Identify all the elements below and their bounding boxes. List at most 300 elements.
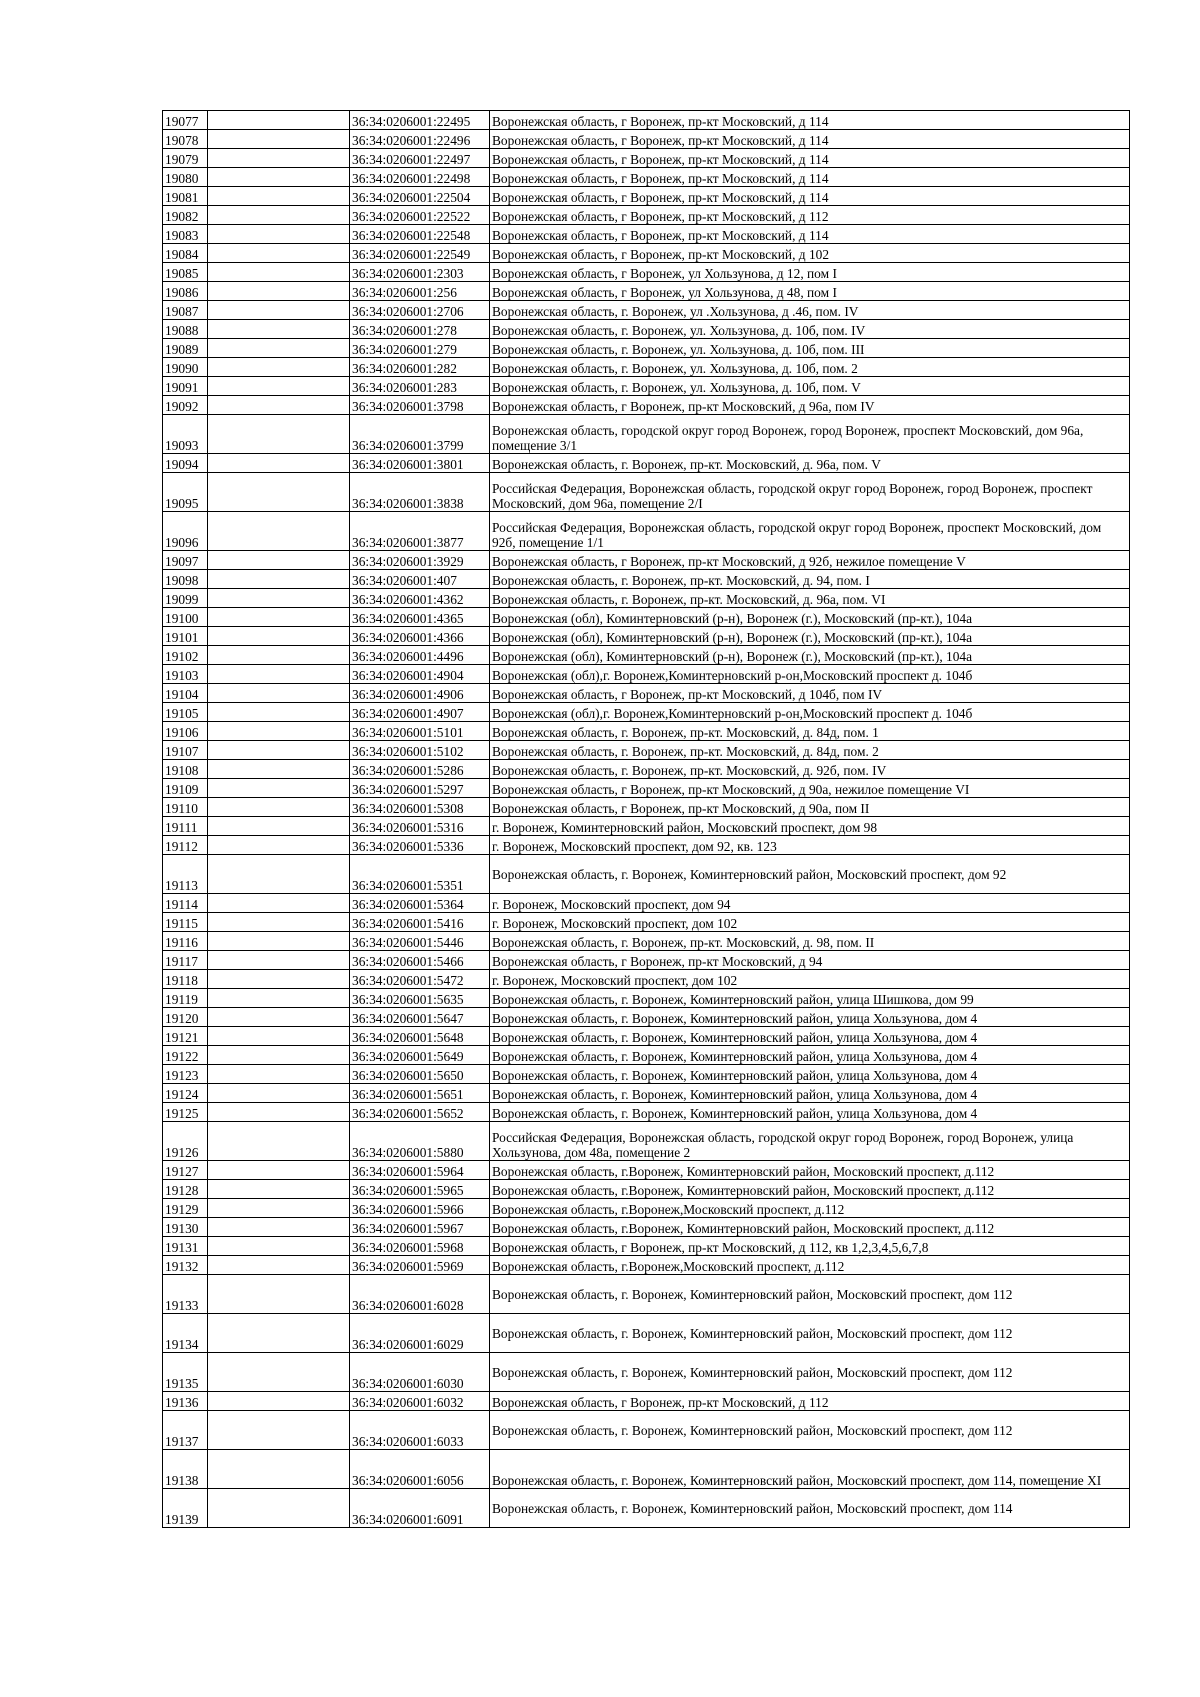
cadastral-number-cell: 36:34:0206001:6056	[350, 1450, 490, 1489]
table-row	[163, 301, 1130, 320]
cadastral-number-cell: 36:34:0206001:5351	[350, 855, 490, 894]
cadastral-number-cell: 36:34:0206001:279	[350, 339, 490, 358]
address-cell: Воронежская область, г Воронеж, пр-кт Московский, д 104б, пом IV	[490, 684, 1130, 703]
table-row	[163, 703, 1130, 722]
row-number-cell: 19093	[163, 415, 208, 454]
address-cell: Воронежская область, г.Воронеж,Московский проспект, д.112	[490, 1256, 1130, 1275]
address-cell: Воронежская область, г Воронеж, ул Хользунова, д 12, пом I	[490, 263, 1130, 282]
cadastral-number-cell: 36:34:0206001:5102	[350, 741, 490, 760]
address-cell: Воронежская (обл),г. Воронеж,Коминтерновский р-он,Московский проспект д. 104б	[490, 703, 1130, 722]
row-number-cell: 19102	[163, 646, 208, 665]
table-row	[163, 608, 1130, 627]
empty-cell	[208, 589, 350, 608]
empty-cell	[208, 415, 350, 454]
empty-cell	[208, 913, 350, 932]
empty-cell	[208, 894, 350, 913]
address-cell: г. Воронеж, Коминтерновский район, Московский проспект, дом 98	[490, 817, 1130, 836]
empty-cell	[208, 665, 350, 684]
table-row	[163, 1489, 1130, 1528]
table-row	[163, 627, 1130, 646]
table-row	[163, 1237, 1130, 1256]
cadastral-number-cell: 36:34:0206001:2303	[350, 263, 490, 282]
address-cell: Воронежская область, г Воронеж, ул Хользунова, д 48, пом I	[490, 282, 1130, 301]
table-row	[163, 1353, 1130, 1392]
empty-cell	[208, 741, 350, 760]
cadastral-number-cell: 36:34:0206001:22498	[350, 168, 490, 187]
cadastral-register-table	[162, 110, 1130, 1528]
table-body	[163, 111, 1130, 1528]
table-row	[163, 1161, 1130, 1180]
row-number-cell: 19094	[163, 454, 208, 473]
cadastral-number-cell: 36:34:0206001:5649	[350, 1046, 490, 1065]
table-row	[163, 760, 1130, 779]
row-number-cell: 19106	[163, 722, 208, 741]
row-number-cell: 19123	[163, 1065, 208, 1084]
address-cell: Воронежская область, г. Воронеж, Коминтерновский район, Московский проспект, дом 112	[490, 1353, 1130, 1392]
empty-cell	[208, 282, 350, 301]
table-row	[163, 855, 1130, 894]
cadastral-number-cell: 36:34:0206001:5965	[350, 1180, 490, 1199]
row-number-cell: 19120	[163, 1008, 208, 1027]
table-row	[163, 741, 1130, 760]
row-number-cell: 19112	[163, 836, 208, 855]
empty-cell	[208, 570, 350, 589]
row-number-cell: 19097	[163, 551, 208, 570]
address-cell: Российская Федерация, Воронежская область, городской округ город Воронеж, проспект Московский, дом 92б, помещение 1/1	[490, 512, 1130, 551]
row-number-cell: 19084	[163, 244, 208, 263]
row-number-cell: 19133	[163, 1275, 208, 1314]
cadastral-number-cell: 36:34:0206001:5651	[350, 1084, 490, 1103]
cadastral-number-cell: 36:34:0206001:22497	[350, 149, 490, 168]
empty-cell	[208, 1275, 350, 1314]
table-row	[163, 894, 1130, 913]
row-number-cell: 19128	[163, 1180, 208, 1199]
table-row	[163, 396, 1130, 415]
address-cell: Воронежская область, г Воронеж, пр-кт Московский, д 94	[490, 951, 1130, 970]
address-cell: Воронежская (обл),г. Воронеж,Коминтерновский р-он,Московский проспект д. 104б	[490, 665, 1130, 684]
table-row	[163, 989, 1130, 1008]
empty-cell	[208, 512, 350, 551]
cadastral-number-cell: 36:34:0206001:5648	[350, 1027, 490, 1046]
row-number-cell: 19113	[163, 855, 208, 894]
table-row	[163, 1008, 1130, 1027]
table-row	[163, 1275, 1130, 1314]
table-row	[163, 1411, 1130, 1450]
row-number-cell: 19096	[163, 512, 208, 551]
table-row	[163, 1046, 1130, 1065]
row-number-cell: 19101	[163, 627, 208, 646]
table-row	[163, 1314, 1130, 1353]
cadastral-number-cell: 36:34:0206001:5297	[350, 779, 490, 798]
empty-cell	[208, 1180, 350, 1199]
row-number-cell: 19107	[163, 741, 208, 760]
row-number-cell: 19083	[163, 225, 208, 244]
cadastral-number-cell: 36:34:0206001:5286	[350, 760, 490, 779]
empty-cell	[208, 627, 350, 646]
row-number-cell: 19138	[163, 1450, 208, 1489]
empty-cell	[208, 855, 350, 894]
empty-cell	[208, 608, 350, 627]
table-row	[163, 473, 1130, 512]
address-cell: г. Воронеж, Московский проспект, дом 102	[490, 913, 1130, 932]
address-cell: г. Воронеж, Московский проспект, дом 102	[490, 970, 1130, 989]
table-row	[163, 913, 1130, 932]
table-row	[163, 722, 1130, 741]
cadastral-number-cell: 36:34:0206001:282	[350, 358, 490, 377]
address-cell: Воронежская область, г. Воронеж, ул. Хользунова, д. 10б, пом. IV	[490, 320, 1130, 339]
table-row	[163, 1065, 1130, 1084]
cadastral-number-cell: 36:34:0206001:6032	[350, 1392, 490, 1411]
address-cell: Воронежская область, г. Воронеж, пр-кт. Московский, д. 98, пом. II	[490, 932, 1130, 951]
empty-cell	[208, 1122, 350, 1161]
address-cell: Воронежская область, г Воронеж, пр-кт Московский, д 114	[490, 187, 1130, 206]
cadastral-number-cell: 36:34:0206001:4362	[350, 589, 490, 608]
row-number-cell: 19079	[163, 149, 208, 168]
table-row	[163, 684, 1130, 703]
empty-cell	[208, 646, 350, 665]
empty-cell	[208, 301, 350, 320]
row-number-cell: 19132	[163, 1256, 208, 1275]
address-cell: Воронежская область, г. Воронеж, Коминтерновский район, Московский проспект, дом 112	[490, 1275, 1130, 1314]
row-number-cell: 19122	[163, 1046, 208, 1065]
cadastral-number-cell: 36:34:0206001:5969	[350, 1256, 490, 1275]
address-cell: Воронежская область, г Воронеж, пр-кт Московский, д 114	[490, 225, 1130, 244]
row-number-cell: 19087	[163, 301, 208, 320]
row-number-cell: 19104	[163, 684, 208, 703]
cadastral-number-cell: 36:34:0206001:22496	[350, 130, 490, 149]
table-row	[163, 415, 1130, 454]
row-number-cell: 19085	[163, 263, 208, 282]
table-row	[163, 779, 1130, 798]
address-cell: Воронежская область, г Воронеж, пр-кт Московский, д 112	[490, 206, 1130, 225]
cadastral-number-cell: 36:34:0206001:5964	[350, 1161, 490, 1180]
table-row	[163, 817, 1130, 836]
empty-cell	[208, 1027, 350, 1046]
cadastral-number-cell: 36:34:0206001:22504	[350, 187, 490, 206]
empty-cell	[208, 358, 350, 377]
address-cell: г. Воронеж, Московский проспект, дом 92, кв. 123	[490, 836, 1130, 855]
table-row	[163, 149, 1130, 168]
address-cell: Воронежская область, г.Воронеж, Коминтерновский район, Московский проспект, д.112	[490, 1180, 1130, 1199]
address-cell: Воронежская область, г. Воронеж, Коминтерновский район, улица Хользунова, дом 4	[490, 1008, 1130, 1027]
address-cell: Российская Федерация, Воронежская область, городской округ город Воронеж, город Воронеж, улица Хользунова, дом 48а, помещение 2	[490, 1122, 1130, 1161]
empty-cell	[208, 703, 350, 722]
empty-cell	[208, 244, 350, 263]
address-cell: Воронежская область, г. Воронеж, ул. Хользунова, д. 10б, пом. V	[490, 377, 1130, 396]
empty-cell	[208, 320, 350, 339]
cadastral-number-cell: 36:34:0206001:6028	[350, 1275, 490, 1314]
address-cell: Воронежская (обл), Коминтерновский (р-н), Воронеж (г.), Московский (пр-кт.), 104а	[490, 627, 1130, 646]
cadastral-number-cell: 36:34:0206001:5967	[350, 1218, 490, 1237]
cadastral-number-cell: 36:34:0206001:4366	[350, 627, 490, 646]
empty-cell	[208, 1046, 350, 1065]
row-number-cell: 19081	[163, 187, 208, 206]
cadastral-number-cell: 36:34:0206001:3798	[350, 396, 490, 415]
row-number-cell: 19103	[163, 665, 208, 684]
row-number-cell: 19126	[163, 1122, 208, 1161]
empty-cell	[208, 684, 350, 703]
table-row	[163, 570, 1130, 589]
table-row	[163, 454, 1130, 473]
address-cell: Воронежская область, г.Воронеж,Московский проспект, д.112	[490, 1199, 1130, 1218]
address-cell: Воронежская область, г. Воронеж, Коминтерновский район, Московский проспект, дом 112	[490, 1314, 1130, 1353]
cadastral-number-cell: 36:34:0206001:4906	[350, 684, 490, 703]
cadastral-number-cell: 36:34:0206001:5880	[350, 1122, 490, 1161]
empty-cell	[208, 1392, 350, 1411]
empty-cell	[208, 970, 350, 989]
row-number-cell: 19127	[163, 1161, 208, 1180]
table-row	[163, 665, 1130, 684]
empty-cell	[208, 951, 350, 970]
row-number-cell: 19135	[163, 1353, 208, 1392]
row-number-cell: 19095	[163, 473, 208, 512]
cadastral-number-cell: 36:34:0206001:22548	[350, 225, 490, 244]
address-cell: Воронежская область, г Воронеж, пр-кт Московский, д 90а, пом II	[490, 798, 1130, 817]
row-number-cell: 19124	[163, 1084, 208, 1103]
empty-cell	[208, 1008, 350, 1027]
cadastral-number-cell: 36:34:0206001:3799	[350, 415, 490, 454]
cadastral-number-cell: 36:34:0206001:4907	[350, 703, 490, 722]
row-number-cell: 19117	[163, 951, 208, 970]
address-cell: Воронежская (обл), Коминтерновский (р-н), Воронеж (г.), Московский (пр-кт.), 104а	[490, 646, 1130, 665]
empty-cell	[208, 130, 350, 149]
table-row	[163, 1027, 1130, 1046]
row-number-cell: 19100	[163, 608, 208, 627]
table-row	[163, 1392, 1130, 1411]
row-number-cell: 19121	[163, 1027, 208, 1046]
table-row	[163, 932, 1130, 951]
cadastral-number-cell: 36:34:0206001:278	[350, 320, 490, 339]
empty-cell	[208, 1084, 350, 1103]
empty-cell	[208, 1489, 350, 1528]
cadastral-number-cell: 36:34:0206001:5466	[350, 951, 490, 970]
table-row	[163, 1122, 1130, 1161]
address-cell: Воронежская область, городской округ город Воронеж, город Воронеж, проспект Московский, дом 96а, помещение 3/1	[490, 415, 1130, 454]
address-cell: Воронежская область, г Воронеж, пр-кт Московский, д 114	[490, 130, 1130, 149]
table-row	[163, 589, 1130, 608]
empty-cell	[208, 1065, 350, 1084]
empty-cell	[208, 836, 350, 855]
row-number-cell: 19091	[163, 377, 208, 396]
address-cell: Воронежская область, г. Воронеж, Коминтерновский район, Московский проспект, дом 92	[490, 855, 1130, 894]
address-cell: Воронежская область, г. Воронеж, Коминтерновский район, улица Хользунова, дом 4	[490, 1103, 1130, 1122]
empty-cell	[208, 339, 350, 358]
row-number-cell: 19089	[163, 339, 208, 358]
row-number-cell: 19115	[163, 913, 208, 932]
row-number-cell: 19137	[163, 1411, 208, 1450]
row-number-cell: 19110	[163, 798, 208, 817]
empty-cell	[208, 111, 350, 130]
empty-cell	[208, 1450, 350, 1489]
row-number-cell: 19082	[163, 206, 208, 225]
empty-cell	[208, 187, 350, 206]
table-row	[163, 320, 1130, 339]
table-row	[163, 206, 1130, 225]
address-cell: г. Воронеж, Московский проспект, дом 94	[490, 894, 1130, 913]
row-number-cell: 19139	[163, 1489, 208, 1528]
empty-cell	[208, 798, 350, 817]
address-cell: Воронежская область, г. Воронеж, пр-кт. Московский, д. 84д, пом. 2	[490, 741, 1130, 760]
cadastral-number-cell: 36:34:0206001:22549	[350, 244, 490, 263]
table-row	[163, 282, 1130, 301]
row-number-cell: 19129	[163, 1199, 208, 1218]
empty-cell	[208, 225, 350, 244]
cadastral-number-cell: 36:34:0206001:256	[350, 282, 490, 301]
address-cell: Воронежская область, г. Воронеж, ул. Хользунова, д. 10б, пом. III	[490, 339, 1130, 358]
empty-cell	[208, 206, 350, 225]
cadastral-number-cell: 36:34:0206001:5647	[350, 1008, 490, 1027]
address-cell: Воронежская область, г. Воронеж, Коминтерновский район, Московский проспект, дом 114, помещение XI	[490, 1450, 1130, 1489]
empty-cell	[208, 1218, 350, 1237]
row-number-cell: 19086	[163, 282, 208, 301]
table-row	[163, 798, 1130, 817]
address-cell: Воронежская область, г. Воронеж, Коминтерновский район, улица Хользунова, дом 4	[490, 1046, 1130, 1065]
address-cell: Воронежская область, г. Воронеж, ул .Хользунова, д .46, пом. IV	[490, 301, 1130, 320]
cadastral-number-cell: 36:34:0206001:5308	[350, 798, 490, 817]
empty-cell	[208, 817, 350, 836]
row-number-cell: 19131	[163, 1237, 208, 1256]
empty-cell	[208, 779, 350, 798]
address-cell: Воронежская область, г Воронеж, пр-кт Московский, д 112	[490, 1392, 1130, 1411]
table-row	[163, 551, 1130, 570]
cadastral-number-cell: 36:34:0206001:5416	[350, 913, 490, 932]
cadastral-number-cell: 36:34:0206001:5364	[350, 894, 490, 913]
row-number-cell: 19108	[163, 760, 208, 779]
cadastral-number-cell: 36:34:0206001:6033	[350, 1411, 490, 1450]
empty-cell	[208, 551, 350, 570]
row-number-cell: 19109	[163, 779, 208, 798]
cadastral-number-cell: 36:34:0206001:5966	[350, 1199, 490, 1218]
empty-cell	[208, 1411, 350, 1450]
table-row	[163, 951, 1130, 970]
table-row	[163, 1218, 1130, 1237]
row-number-cell: 19105	[163, 703, 208, 722]
address-cell: Воронежская область, г. Воронеж, ул. Хользунова, д. 10б, пом. 2	[490, 358, 1130, 377]
row-number-cell: 19130	[163, 1218, 208, 1237]
cadastral-number-cell: 36:34:0206001:4904	[350, 665, 490, 684]
empty-cell	[208, 722, 350, 741]
cadastral-number-cell: 36:34:0206001:5472	[350, 970, 490, 989]
address-cell: Воронежская (обл), Коминтерновский (р-н), Воронеж (г.), Московский (пр-кт.), 104а	[490, 608, 1130, 627]
empty-cell	[208, 1237, 350, 1256]
cadastral-number-cell: 36:34:0206001:3877	[350, 512, 490, 551]
cadastral-number-cell: 36:34:0206001:5336	[350, 836, 490, 855]
row-number-cell: 19114	[163, 894, 208, 913]
cadastral-number-cell: 36:34:0206001:5650	[350, 1065, 490, 1084]
address-cell: Воронежская область, г Воронеж, пр-кт Московский, д 102	[490, 244, 1130, 263]
table-row	[163, 339, 1130, 358]
table-row	[163, 168, 1130, 187]
cadastral-number-cell: 36:34:0206001:5316	[350, 817, 490, 836]
cadastral-number-cell: 36:34:0206001:4496	[350, 646, 490, 665]
empty-cell	[208, 760, 350, 779]
empty-cell	[208, 473, 350, 512]
table-row	[163, 646, 1130, 665]
address-cell: Воронежская область, г Воронеж, пр-кт Московский, д 112, кв 1,2,3,4,5,6,7,8	[490, 1237, 1130, 1256]
table-row	[163, 1103, 1130, 1122]
address-cell: Воронежская область, г. Воронеж, Коминтерновский район, улица Хользунова, дом 4	[490, 1027, 1130, 1046]
row-number-cell: 19077	[163, 111, 208, 130]
address-cell: Российская Федерация, Воронежская область, городской округ город Воронеж, город Воронеж, проспект Московский, дом 96а, помещение 2/I	[490, 473, 1130, 512]
address-cell: Воронежская область, г Воронеж, пр-кт Московский, д 114	[490, 149, 1130, 168]
cadastral-number-cell: 36:34:0206001:3801	[350, 454, 490, 473]
address-cell: Воронежская область, г Воронеж, пр-кт Московский, д 114	[490, 111, 1130, 130]
row-number-cell: 19134	[163, 1314, 208, 1353]
empty-cell	[208, 377, 350, 396]
address-cell: Воронежская область, г. Воронеж, Коминтерновский район, улица Хользунова, дом 4	[490, 1084, 1130, 1103]
empty-cell	[208, 1256, 350, 1275]
address-cell: Воронежская область, г Воронеж, пр-кт Московский, д 90а, нежилое помещение VI	[490, 779, 1130, 798]
row-number-cell: 19088	[163, 320, 208, 339]
empty-cell	[208, 149, 350, 168]
table-row	[163, 1199, 1130, 1218]
row-number-cell: 19090	[163, 358, 208, 377]
address-cell: Воронежская область, г. Воронеж, пр-кт. Московский, д. 84д, пом. 1	[490, 722, 1130, 741]
table-row	[163, 1084, 1130, 1103]
empty-cell	[208, 1161, 350, 1180]
table-row	[163, 130, 1130, 149]
empty-cell	[208, 263, 350, 282]
table-row	[163, 225, 1130, 244]
table-row	[163, 970, 1130, 989]
cadastral-number-cell: 36:34:0206001:6029	[350, 1314, 490, 1353]
row-number-cell: 19080	[163, 168, 208, 187]
cadastral-number-cell: 36:34:0206001:5968	[350, 1237, 490, 1256]
row-number-cell: 19111	[163, 817, 208, 836]
table-row	[163, 111, 1130, 130]
table-row	[163, 358, 1130, 377]
table-row	[163, 187, 1130, 206]
address-cell: Воронежская область, г Воронеж, пр-кт Московский, д 92б, нежилое помещение V	[490, 551, 1130, 570]
empty-cell	[208, 989, 350, 1008]
empty-cell	[208, 454, 350, 473]
cadastral-number-cell: 36:34:0206001:6030	[350, 1353, 490, 1392]
cadastral-number-cell: 36:34:0206001:2706	[350, 301, 490, 320]
row-number-cell: 19119	[163, 989, 208, 1008]
address-cell: Воронежская область, г. Воронеж, пр-кт. Московский, д. 92б, пом. IV	[490, 760, 1130, 779]
table-row	[163, 1450, 1130, 1489]
address-cell: Воронежская область, г.Воронеж, Коминтерновский район, Московский проспект, д.112	[490, 1218, 1130, 1237]
empty-cell	[208, 396, 350, 415]
cadastral-number-cell: 36:34:0206001:3838	[350, 473, 490, 512]
row-number-cell: 19099	[163, 589, 208, 608]
cadastral-number-cell: 36:34:0206001:4365	[350, 608, 490, 627]
cadastral-number-cell: 36:34:0206001:407	[350, 570, 490, 589]
row-number-cell: 19078	[163, 130, 208, 149]
row-number-cell: 19118	[163, 970, 208, 989]
address-cell: Воронежская область, г. Воронеж, Коминтерновский район, улица Шишкова, дом 99	[490, 989, 1130, 1008]
address-cell: Воронежская область, г. Воронеж, пр-кт. Московский, д. 96а, пом. V	[490, 454, 1130, 473]
address-cell: Воронежская область, г. Воронеж, пр-кт. Московский, д. 94, пом. I	[490, 570, 1130, 589]
address-cell: Воронежская область, г. Воронеж, Коминтерновский район, улица Хользунова, дом 4	[490, 1065, 1130, 1084]
cadastral-number-cell: 36:34:0206001:5101	[350, 722, 490, 741]
empty-cell	[208, 1103, 350, 1122]
table-row	[163, 1256, 1130, 1275]
empty-cell	[208, 1353, 350, 1392]
address-cell: Воронежская область, г Воронеж, пр-кт Московский, д 114	[490, 168, 1130, 187]
cadastral-number-cell: 36:34:0206001:5446	[350, 932, 490, 951]
row-number-cell: 19116	[163, 932, 208, 951]
empty-cell	[208, 1314, 350, 1353]
table-row	[163, 263, 1130, 282]
table-row	[163, 512, 1130, 551]
cadastral-number-cell: 36:34:0206001:5652	[350, 1103, 490, 1122]
row-number-cell: 19092	[163, 396, 208, 415]
empty-cell	[208, 1199, 350, 1218]
row-number-cell: 19125	[163, 1103, 208, 1122]
table-row	[163, 1180, 1130, 1199]
empty-cell	[208, 168, 350, 187]
